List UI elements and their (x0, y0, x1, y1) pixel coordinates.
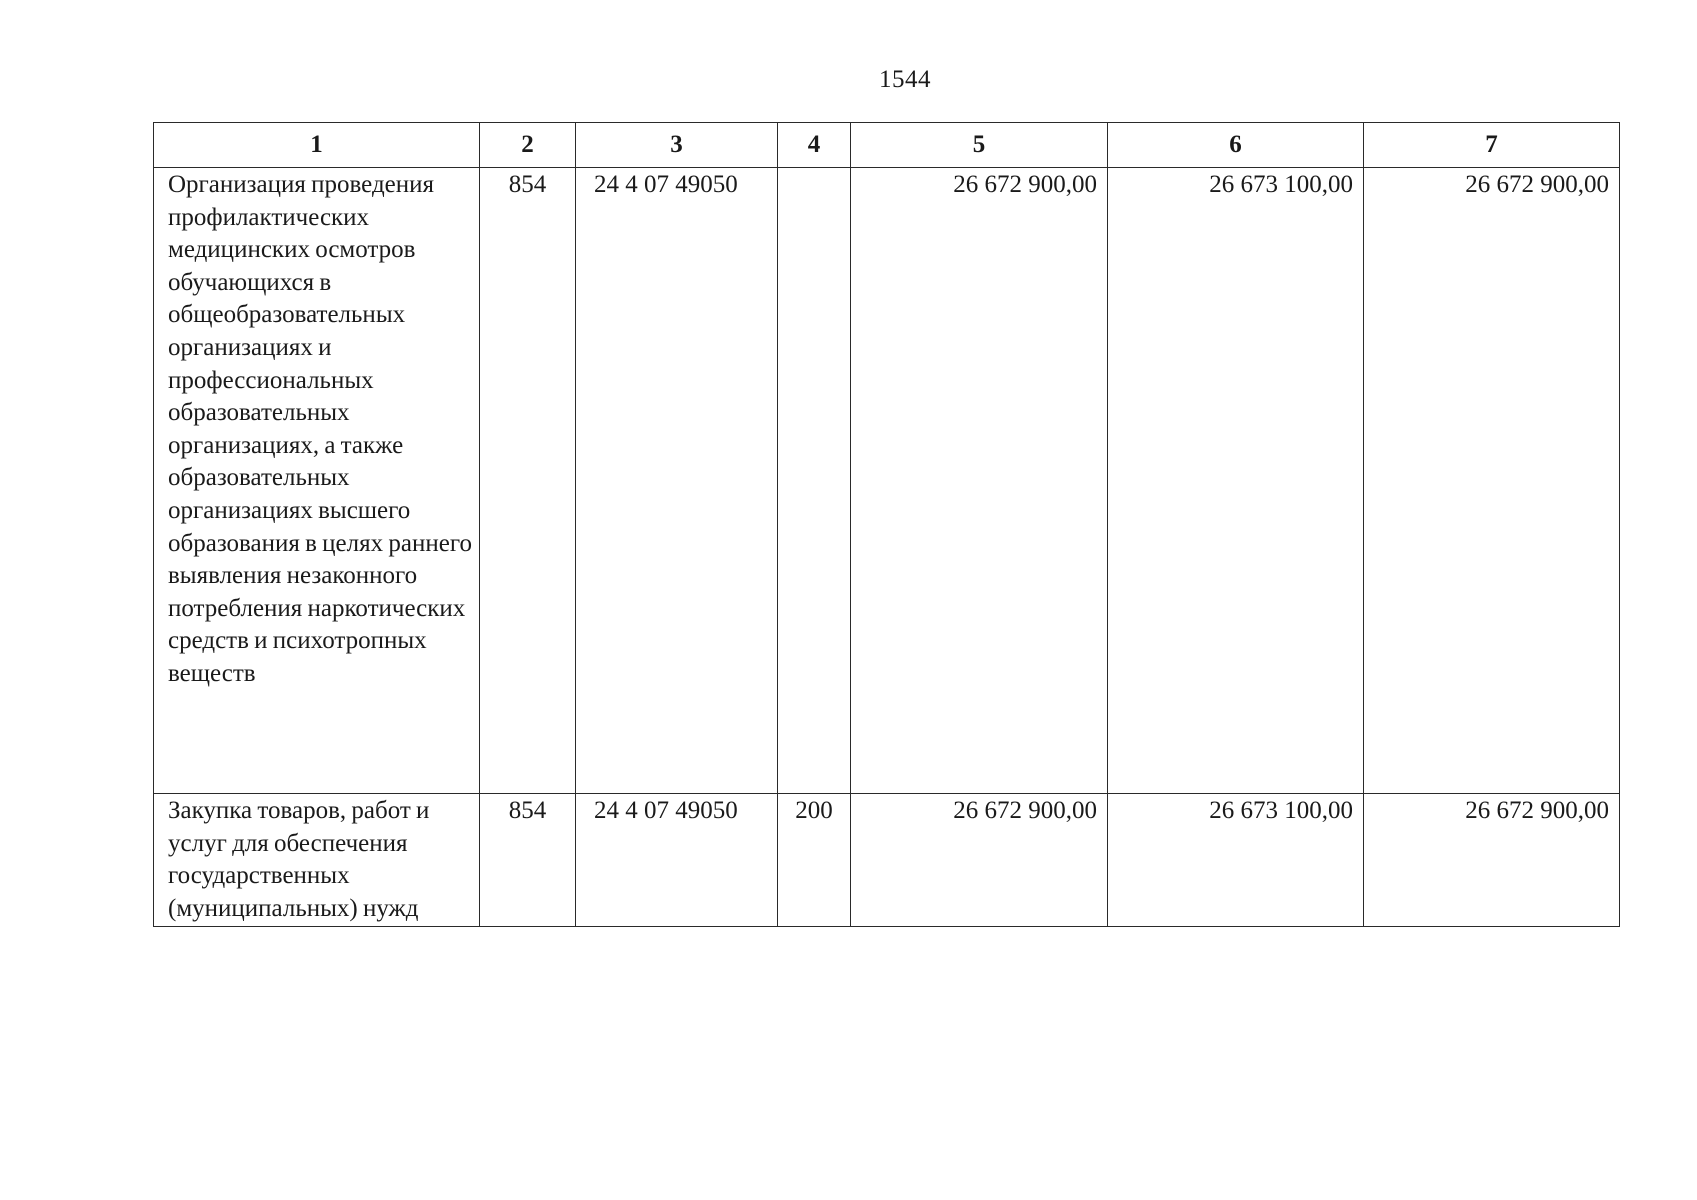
header-col-4: 4 (778, 123, 851, 168)
header-col-1: 1 (154, 123, 480, 168)
row-target-article: 24 4 07 49050 (576, 168, 778, 794)
row-sum-1: 26 672 900,00 (851, 794, 1108, 927)
budget-table (153, 122, 1620, 927)
row-expense-type: 200 (778, 794, 851, 927)
row-sum-3: 26 672 900,00 (1364, 794, 1620, 927)
row-description: Закупка товаров, работ и услуг для обеспечения государственных (муниципальных) нужд (154, 794, 480, 927)
header-row (154, 123, 1620, 168)
header-col-6: 6 (1108, 123, 1364, 168)
row-sum-2: 26 673 100,00 (1108, 794, 1364, 927)
header-col-5: 5 (851, 123, 1108, 168)
page-number: 1544 (879, 66, 931, 93)
row-ministry-code: 854 (480, 168, 576, 794)
row-sum-1: 26 672 900,00 (851, 168, 1108, 794)
row-sum-3: 26 672 900,00 (1364, 168, 1620, 794)
row-description: Организация проведения профилактических медицинских осмотров обучающихся в общеобразовательных организациях и профессиональных образовательных организациях, а также образовательных организациях высшего образования в целях раннего выявления незаконного потребления наркотических средств и психотропных веществ (154, 168, 480, 794)
row-expense-type (778, 168, 851, 794)
header-col-7: 7 (1364, 123, 1620, 168)
table-row (154, 168, 1620, 794)
row-target-article: 24 4 07 49050 (576, 794, 778, 927)
row-ministry-code: 854 (480, 794, 576, 927)
header-col-2: 2 (480, 123, 576, 168)
header-col-3: 3 (576, 123, 778, 168)
table-row (154, 794, 1620, 927)
row-sum-2: 26 673 100,00 (1108, 168, 1364, 794)
